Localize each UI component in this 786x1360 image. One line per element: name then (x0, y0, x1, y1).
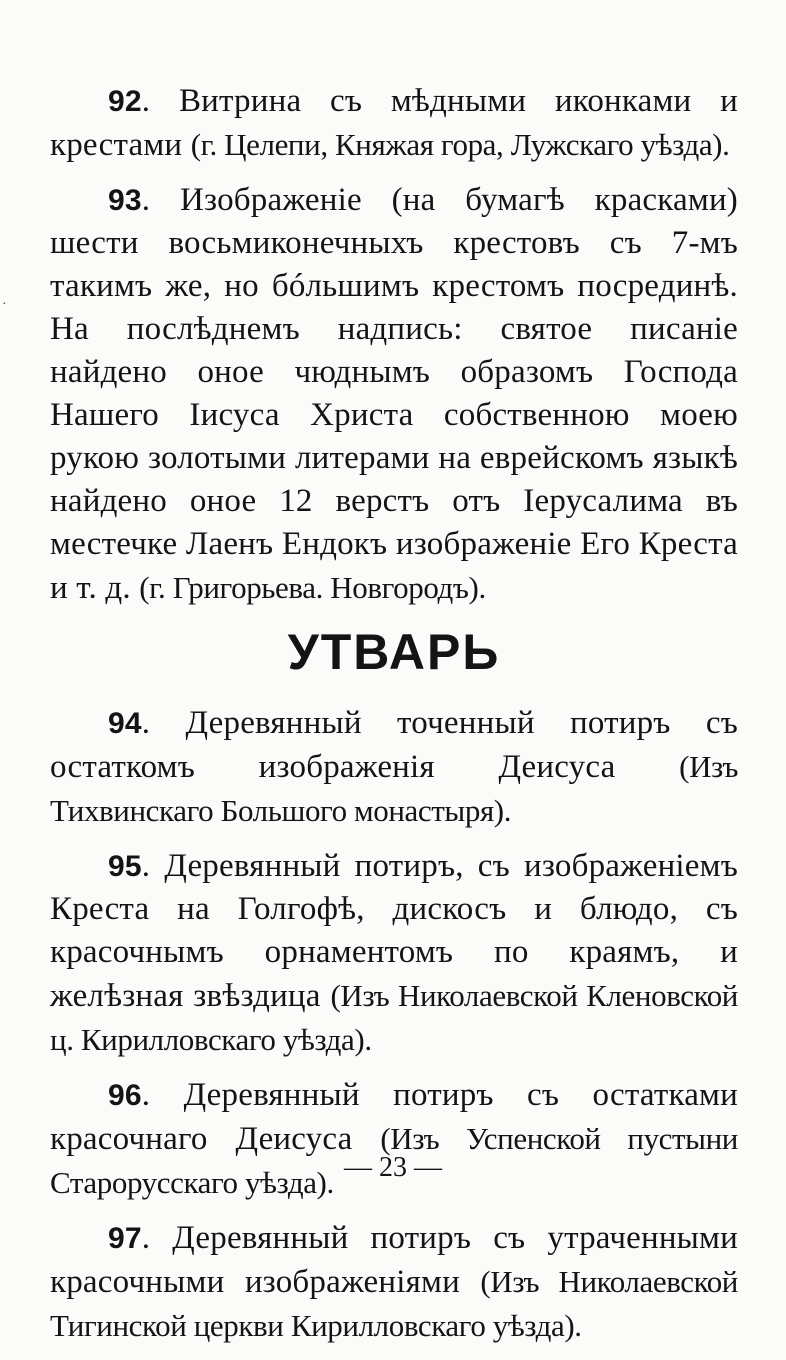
section-heading: УТВАРЬ (287, 624, 501, 680)
entry-source: (Изъ Тихвинскаго Большого монастыря). (50, 749, 738, 828)
page-number: — 23 — (344, 1152, 442, 1183)
entry-source: (г. Целепи, Княжая гора, Лужскаго уѣзда). (190, 127, 730, 162)
entry-number: 92 (108, 85, 142, 118)
entry-text: . Деревянный потиръ съ утраченными красочными изображеніями (50, 1220, 738, 1300)
entry-source: (Изъ Николаевской Тигинской церкви Кирилловскаго уѣзда). (50, 1264, 738, 1343)
catalog-entry-94 (50, 702, 738, 833)
entry-source: (Изъ Успенской пустыни Старорусскаго уѣзда). (50, 1121, 738, 1200)
entry-text: . Деревянный потиръ съ остатками красочнаго Деисуса (50, 1077, 738, 1157)
entry-text: . Деревянный точенный потиръ съ остаткомъ изображенія Деисуса (50, 705, 738, 785)
entry-source: (Изъ Николаевской Кленовской ц. Кирилловскаго уѣзда). (50, 978, 738, 1057)
entry-number: 94 (108, 707, 142, 740)
catalog-entry-96 (50, 1074, 738, 1205)
entry-text: . Деревянный потиръ, съ изображеніемъ Креста на Голгофѣ, дискосъ и блюдо, съ красочнымъ орнаментомъ по краямъ, и желѣзная звѣздица (50, 848, 738, 1014)
catalog-entry-93 (50, 179, 738, 610)
entry-number: 93 (108, 184, 142, 217)
entry-number: 96 (108, 1079, 142, 1112)
entry-source: (г. Григорьева. Новгородъ). (139, 570, 486, 605)
margin-mark: · (2, 297, 7, 312)
catalog-entry-97 (50, 1217, 738, 1348)
entry-text: . Витрина съ мѣдными иконками и крестами (50, 83, 738, 163)
catalog-entry-92 (50, 80, 738, 167)
entry-number: 97 (108, 1222, 142, 1255)
catalog-entry-95 (50, 845, 738, 1062)
entry-number: 95 (108, 850, 142, 883)
entry-text: . Изображеніе (на бумагѣ красками) шести восьмиконечныхъ крестовъ съ 7-мъ такимъ же, но бóльшимъ крестомъ посрединѣ. На послѣднемъ надпись: святое писаніе найдено оное чюднымъ образомъ Господа Нашего Іисуса Христа собственною моею рукою золотыми литерами на еврейскомъ языкѣ найдено оное 12 верстъ отъ Іерусалима въ местечке Лаенъ Ендокъ изображеніе Его Креста и т. д. (50, 182, 738, 606)
